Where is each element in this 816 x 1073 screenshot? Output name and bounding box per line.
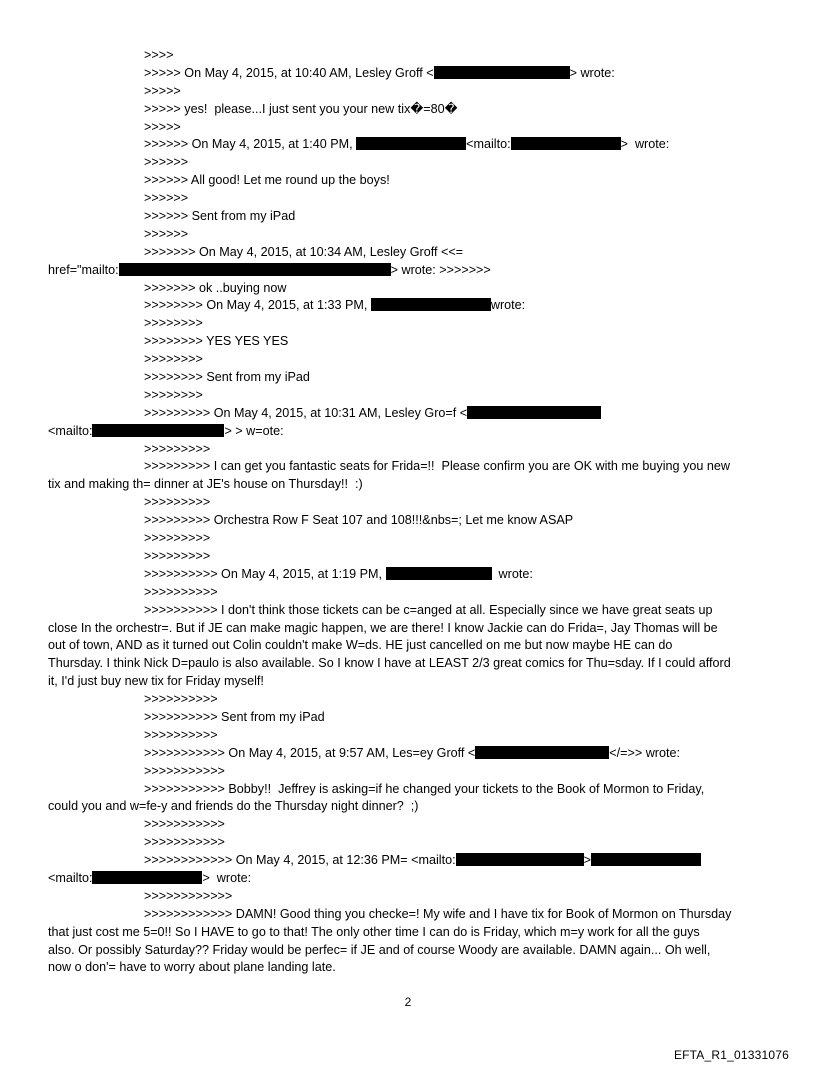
text-line <box>48 691 776 709</box>
redaction-block <box>434 66 570 79</box>
line-text: > wrote: <box>620 137 670 152</box>
text-line <box>48 387 776 405</box>
text-line <box>48 566 776 584</box>
line-text: >>>>>> On May 4, 2015, at 1:40 PM, <box>144 137 357 152</box>
line-text: <mailto: <box>48 423 93 438</box>
line-text: >>>>>>>> <box>144 316 203 331</box>
text-line <box>48 494 776 512</box>
line-text: >>>>> <box>144 83 181 98</box>
redaction-block <box>386 567 492 580</box>
text-line <box>48 924 776 942</box>
text-line <box>48 655 776 673</box>
line-text: >>>>>>> On May 4, 2015, at 10:34 AM, Lesley Groff <<= <box>144 244 464 259</box>
line-text: >>>>>>>>> Orchestra Row F Seat 107 and 108!!!&nbs=; Let me know ASAP <box>144 513 574 528</box>
email-thread-body <box>48 47 776 977</box>
text-line <box>48 47 776 65</box>
line-text: >>>>>>>>>>> <box>144 835 225 850</box>
line-text: > wrote: <box>569 65 615 80</box>
line-text: >>>>>>>>>> <box>144 727 218 742</box>
text-line <box>48 906 776 924</box>
text-line <box>48 351 776 369</box>
text-line <box>48 208 776 226</box>
line-text: >>>>>> <box>144 155 189 170</box>
text-line <box>48 280 776 298</box>
line-text: <mailto: <box>48 870 93 885</box>
redaction-block <box>119 263 391 276</box>
line-text: <mailto: <box>466 137 511 152</box>
text-line <box>48 476 776 494</box>
text-line <box>48 244 776 262</box>
text-line <box>48 136 776 154</box>
line-text: >>>>>>>>> On May 4, 2015, at 10:31 AM, Lesley Gro=f < <box>144 405 468 420</box>
line-text: >>>>>>> ok ..buying now <box>144 280 287 295</box>
text-line <box>48 834 776 852</box>
line-text: >>>>>>>> Sent from my iPad <box>144 370 310 385</box>
text-line <box>48 369 776 387</box>
line-text: >>>>>>>> <box>144 352 203 367</box>
text-line <box>48 101 776 119</box>
redaction-block <box>356 137 466 150</box>
line-text: >>>>>>>>>>> On May 4, 2015, at 9:57 AM, Les=ey Groff < <box>144 745 476 760</box>
line-text: >>>> <box>144 48 174 62</box>
line-text: >>>>>> <box>144 226 189 241</box>
line-text: >>>>>>>>>>>> <box>144 888 233 903</box>
line-text: tix and making th= dinner at JE's house on Thursday!! :) <box>48 477 363 492</box>
line-text: >>>>>>>>> <box>144 531 211 546</box>
line-text: >>>>>>>>>>> <box>144 763 225 778</box>
text-line <box>48 405 776 423</box>
page-number: 2 <box>404 995 412 1009</box>
text-line <box>48 959 776 977</box>
text-line <box>48 548 776 566</box>
text-line <box>48 423 776 441</box>
line-text: wrote: <box>491 566 533 581</box>
line-text: </=>> wrote: <box>609 745 681 760</box>
text-line <box>48 119 776 137</box>
text-line <box>48 781 776 799</box>
redaction-block <box>467 406 601 419</box>
line-text: >>>>>>>>>>>> DAMN! Good thing you checke=! My wife and I have tix for Book of Mormon on Thursday <box>144 906 732 921</box>
text-line <box>48 727 776 745</box>
text-line <box>48 620 776 638</box>
text-line <box>48 315 776 333</box>
text-line <box>48 870 776 888</box>
line-text: Thursday. I think Nick D=paulo is also available. So I know I have at LEAST 2/3 great comics for Thu=sday. If I could afford <box>48 656 731 671</box>
text-line <box>48 745 776 763</box>
text-line <box>48 333 776 351</box>
line-text: >>>>>>>>>> Sent from my iPad <box>144 709 325 724</box>
line-text: >>>>>>>> <box>144 387 203 402</box>
text-line <box>48 154 776 172</box>
text-line <box>48 584 776 602</box>
line-text: >>>>>>>>>>>> On May 4, 2015, at 12:36 PM= <mailto: <box>144 853 456 868</box>
redaction-block <box>92 871 202 884</box>
line-text: >>>>>> All good! Let me round up the boys! <box>144 173 390 188</box>
line-text: out of town, AND as it turned out Colin couldn't make W=ds. HE just cancelled on me but now maybe HE can do <box>48 638 673 653</box>
line-text: >>>>>>>>> I can get you fantastic seats for Frida=!! Please confirm you are OK with me buying you new <box>144 459 730 474</box>
text-line <box>48 172 776 190</box>
text-line <box>48 888 776 906</box>
line-text: >>>>>>>> On May 4, 2015, at 1:33 PM, <box>144 298 371 313</box>
line-text: href="mailto: <box>48 262 119 277</box>
line-text: >>>>>>>>> <box>144 495 211 510</box>
line-text: >>>>> On May 4, 2015, at 10:40 AM, Lesley Groff < <box>144 65 434 80</box>
text-line <box>48 65 776 83</box>
line-text: >>>>>>>>>> <box>144 692 218 707</box>
text-line <box>48 441 776 459</box>
line-text: wrote: <box>490 298 526 313</box>
text-line <box>48 816 776 834</box>
line-text: >>>>>> <box>144 191 189 206</box>
line-text: >>>>> <box>144 119 181 134</box>
redaction-block <box>456 853 584 866</box>
line-text: >>>>>>>>>> <box>144 584 218 599</box>
text-line <box>48 763 776 781</box>
line-text: >>>>>>>>>>> <box>144 817 225 832</box>
text-line <box>48 798 776 816</box>
redaction-block <box>371 298 491 311</box>
line-text: >>>>>>>>> <box>144 441 211 456</box>
text-line <box>48 512 776 530</box>
line-text: >>>>> yes! please...I just sent you your new tix�=80� <box>144 101 458 116</box>
line-text: > <box>583 853 591 868</box>
text-line <box>48 602 776 620</box>
line-text: >>>>>>>>>>> Bobby!! Jeffrey is asking=if he changed your tickets to the Book of Mormon to Friday, <box>144 781 705 796</box>
line-text: now o don'= have to worry about plane landing late. <box>48 960 336 975</box>
text-line <box>48 673 776 691</box>
line-text: it, I'd just buy new tix for Friday myself! <box>48 674 264 689</box>
text-line <box>48 852 776 870</box>
text-line <box>48 297 776 315</box>
text-line <box>48 530 776 548</box>
line-text: >>>>>>>> YES YES YES <box>144 334 289 349</box>
document-id: EFTA_R1_01331076 <box>673 1048 789 1062</box>
line-text: >>>>>>>>>> On May 4, 2015, at 1:19 PM, <box>144 566 386 581</box>
line-text: could you and w=fe-y and friends do the Thursday night dinner? ;) <box>48 799 419 814</box>
redaction-block <box>475 746 609 759</box>
line-text: that just cost me 5=0!! So I HAVE to go to that! The only other time I can do is Friday, which m=y work for all the guys <box>48 924 700 939</box>
text-line <box>48 709 776 727</box>
text-line <box>48 458 776 476</box>
text-line <box>48 942 776 960</box>
line-text: close In the orchestr=. But if JE can make magic happen, we are there! I know Jackie can do Frida=, Jay Thomas will be <box>48 620 718 635</box>
text-line <box>48 637 776 655</box>
text-line <box>48 226 776 244</box>
redaction-block <box>591 853 701 866</box>
redaction-block <box>511 137 621 150</box>
line-text: >>>>>>>>>> I don't think those tickets can be c=anged at all. Especially since we have great seats up <box>144 602 713 617</box>
line-text: >>>>>>>>> <box>144 548 211 563</box>
line-text: > > w=ote: <box>224 423 284 438</box>
line-text: > wrote: >>>>>>> <box>390 262 491 277</box>
text-line <box>48 262 776 280</box>
line-text: > wrote: <box>202 870 252 885</box>
line-text: >>>>>> Sent from my iPad <box>144 209 296 224</box>
redaction-block <box>92 424 224 437</box>
text-line <box>48 83 776 101</box>
text-line <box>48 190 776 208</box>
line-text: also. Or possibly Saturday?? Friday would be perfec= if JE and of course Woody are available. DAMN again... Oh well, <box>48 942 711 957</box>
